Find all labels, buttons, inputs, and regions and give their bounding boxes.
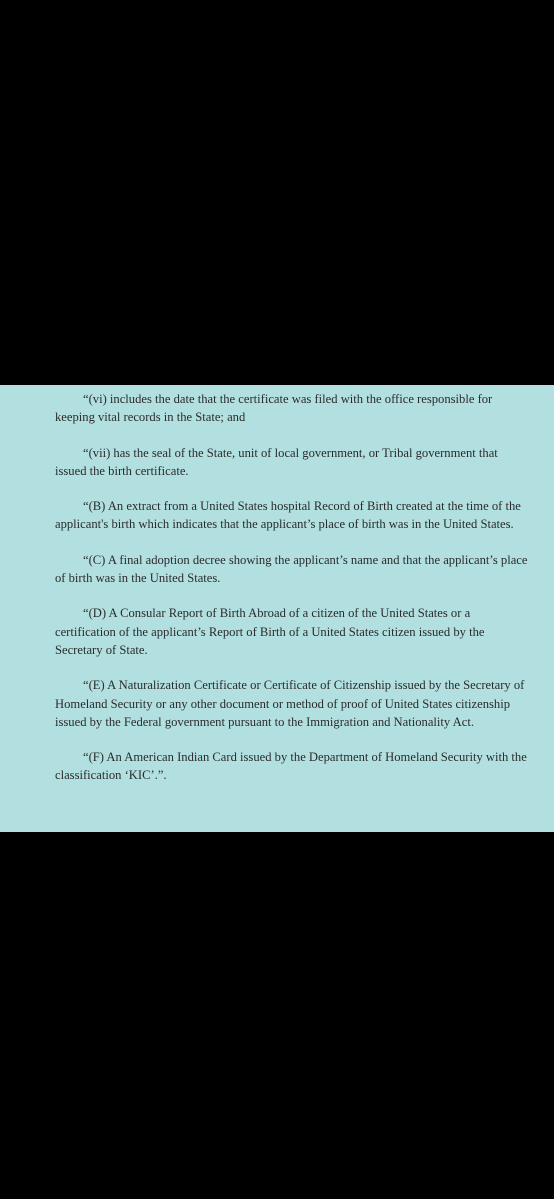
clause-c: “(C) A final adoption decree showing the applicant’s name and that the applicant’s place of birth was in the United States. <box>55 552 528 586</box>
clause-f: “(F) An American Indian Card issued by the Department of Homeland Security with the classification ‘KIC’.”. <box>55 750 527 783</box>
clause-e: “(E) A Naturalization Certificate or Certificate of Citizenship issued by the Secretary of Homeland Security or any other document or method of proof of United States citizenship issued by the Federal government pursuant to the Immigration and Nationality Act. <box>55 678 525 729</box>
clause-vi: “(vi) includes the date that the certificate was filed with the office responsible for keeping vital records in the State; and <box>55 392 493 425</box>
document-excerpt <box>0 385 554 832</box>
clause-vii: “(vii) has the seal of the State, unit of local government, or Tribal government that issued the birth certificate. <box>55 445 498 478</box>
clause-b: “(B) An extract from a United States hospital Record of Birth created at the time of the applicant's birth which indicates that the applicant’s place of birth was in the United States. <box>55 499 521 532</box>
clause-d: “(D) A Consular Report of Birth Abroad of a citizen of the United States or a certification of the applicant’s Report of Birth of a United States citizen issued by the Secretary of State. <box>55 606 485 657</box>
